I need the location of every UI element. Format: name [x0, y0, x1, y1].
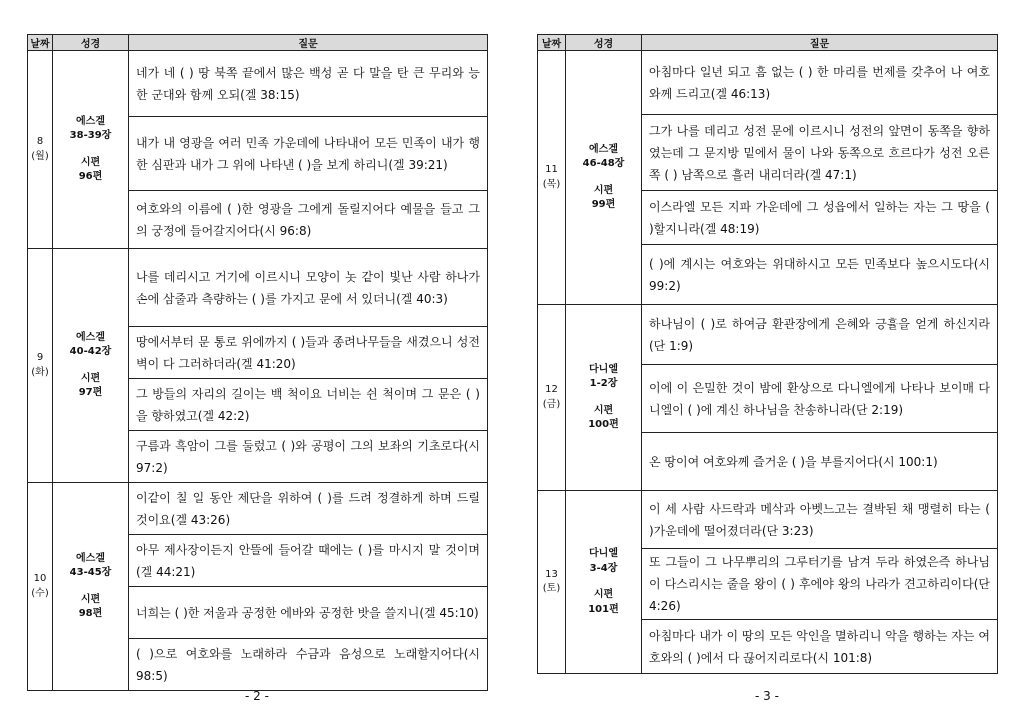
psalm-book: 시편: [80, 372, 101, 384]
header-bible: 성경: [53, 35, 129, 51]
weekday: (목): [542, 178, 561, 190]
psalm-chapter: 100편: [588, 419, 619, 430]
table-row: [28, 483, 488, 535]
bible-cell: [566, 51, 642, 305]
question-cell: ( )으로 여호와를 노래하라 수금과 음성으로 노래할지어다(시 98:5): [129, 639, 488, 691]
weekday: (금): [542, 398, 561, 410]
date-cell: [28, 483, 53, 691]
bible-cell: [53, 249, 129, 483]
book-name: 다니엘: [589, 363, 618, 375]
table-row: [538, 491, 998, 549]
date-cell: [538, 51, 566, 305]
question-cell: 내가 내 영광을 여러 민족 가운데에 나타내어 모든 민족이 내가 행한 심판과 내가 그 위에 나타낸 ( )을 보게 하리니(겔 39:21): [129, 117, 488, 191]
psalm-book: 시편: [80, 593, 101, 605]
psalm-book: 시편: [593, 184, 614, 196]
question-cell: 아침마다 일년 되고 흠 없는 ( ) 한 마리를 번제를 갖추어 나 여호와께 드리고(겔 46:13): [642, 51, 998, 115]
day-number: 9: [36, 352, 44, 363]
book-name: 에스겔: [76, 115, 105, 127]
table-header-row: [538, 35, 998, 51]
question-cell: 하나님이 ( )로 하여금 환관장에게 은혜와 긍휼을 얻게 하신지라(단 1:9): [642, 305, 998, 365]
bible-cell: [566, 491, 642, 674]
psalm-book: 시편: [80, 156, 101, 168]
question-cell: 땅에서부터 문 통로 위에까지 ( )들과 종려나무들을 새겼으니 성전 벽이 다 그러하더라(겔 41:20): [129, 327, 488, 379]
page-number-right: - 3 -: [755, 689, 779, 703]
psalm-chapter: 98편: [78, 608, 103, 619]
book-name: 에스겔: [76, 331, 105, 343]
header-question: 질문: [642, 35, 998, 51]
table-row: [538, 305, 998, 365]
psalm-book: 시편: [593, 404, 614, 416]
question-cell: 이에 이 은밀한 것이 밤에 환상으로 다니엘에게 나타나 보이매 다니엘이 ( )에 계신 하나님을 찬송하니라(단 2:19): [642, 365, 998, 433]
page-left: [27, 34, 488, 691]
question-cell: 여호와의 이름에 ( )한 영광을 그에게 돌릴지어다 예물을 들고 그의 궁정에 들어갈지어다(시 96:8): [129, 191, 488, 249]
bible-cell: [53, 51, 129, 249]
question-cell: 이같이 칠 일 동안 제단을 위하여 ( )를 드려 정결하게 하며 드릴 것이요(겔 43:26): [129, 483, 488, 535]
chapter-range: 3-4장: [589, 562, 618, 574]
question-cell: 이스라엘 모든 지파 가운데에 그 성읍에서 일하는 자는 그 땅을 ( )할지니라(겔 48:19): [642, 191, 998, 245]
book-name: 에스겔: [76, 552, 105, 564]
date-cell: [28, 51, 53, 249]
question-cell: 아무 제사장이든지 안뜰에 들어갈 때에는 ( )를 마시지 말 것이며(겔 44:21): [129, 535, 488, 587]
chapter-range: 43-45장: [69, 567, 112, 578]
psalm-book: 시편: [593, 589, 614, 600]
header-question: 질문: [129, 35, 488, 51]
psalm-chapter: 99편: [591, 199, 616, 210]
weekday: (수): [31, 587, 49, 599]
psalm-chapter: 101편: [588, 603, 619, 615]
date-cell: [538, 491, 566, 674]
page-number-left: - 2 -: [245, 689, 269, 703]
day-number: 11: [545, 164, 558, 175]
question-cell: 너희는 ( )한 저울과 공정한 에바와 공정한 밧을 쓸지니(겔 45:10): [129, 587, 488, 639]
question-cell: 또 그들이 그 나무뿌리의 그루터기를 남겨 두라 하였은즉 하나님이 다스리시는 줄을 왕이 ( ) 후에야 왕의 나라가 견고하리이다(단 4:26): [642, 549, 998, 620]
chapter-range: 46-48장: [582, 158, 625, 169]
table-row: [538, 51, 998, 115]
header-date: 날짜: [538, 35, 566, 51]
header-date: 날짜: [28, 35, 53, 51]
day-number: 13: [545, 568, 558, 580]
question-cell: 구름과 흑암이 그를 둘렀고 ( )와 공평이 그의 보좌의 기초로다(시 97:2): [129, 431, 488, 483]
question-cell: ( )에 계시는 여호와는 위대하시고 모든 민족보다 높으시도다(시 99:2): [642, 245, 998, 305]
question-cell: 그 방들의 자리의 길이는 백 척이요 너비는 쉰 척이며 그 문은 ( )을 향하였고(겔 42:2): [129, 379, 488, 431]
day-number: 8: [36, 136, 44, 147]
schedule-table-right: [537, 34, 998, 674]
psalm-chapter: 96편: [78, 171, 103, 182]
book-name: 다니엘: [589, 548, 618, 559]
bible-cell: [53, 483, 129, 691]
date-cell: [28, 249, 53, 483]
weekday: (화): [31, 366, 49, 378]
day-number: 12: [545, 384, 558, 395]
header-bible: 성경: [566, 35, 642, 51]
table-row: [28, 51, 488, 117]
question-cell: 그가 나를 데리고 성전 문에 이르시니 성전의 앞면이 동쪽을 향하였는데 그 문지방 밑에서 물이 나와 동쪽으로 흐르다가 성전 오른쪽 ( ) 남쪽으로 흘러 내리더라(겔 47:1): [642, 115, 998, 191]
question-cell: 네가 네 ( ) 땅 북쪽 끝에서 많은 백성 곧 다 말을 탄 큰 무리와 능한 군대와 함께 오되(겔 38:15): [129, 51, 488, 117]
page-right: [537, 34, 998, 674]
psalm-chapter: 97편: [78, 387, 103, 398]
schedule-table-left: [27, 34, 488, 691]
bible-cell: [566, 305, 642, 491]
date-cell: [538, 305, 566, 491]
day-number: 10: [33, 573, 47, 584]
weekday: (토): [542, 583, 561, 594]
weekday: (월): [31, 150, 49, 162]
book-name: 에스겔: [589, 143, 618, 155]
table-header-row: [28, 35, 488, 51]
question-cell: 이 세 사람 사드락과 메삭과 아벳느고는 결박된 채 맹렬히 타는 ( )가운데에 떨어졌더라(단 3:23): [642, 491, 998, 549]
question-cell: 온 땅이여 여호와께 즐거운 ( )을 부를지어다(시 100:1): [642, 433, 998, 491]
chapter-range: 40-42장: [69, 346, 112, 357]
question-cell: 나를 데리시고 거기에 이르시니 모양이 놋 같이 빛난 사람 하나가 손에 삼줄과 측량하는 ( )를 가지고 문에 서 있더니(겔 40:3): [129, 249, 488, 327]
chapter-range: 38-39장: [69, 130, 112, 141]
question-cell: 아침마다 내가 이 땅의 모든 악인을 멸하리니 악을 행하는 자는 여호와의 ( )에서 다 끊어지리로다(시 101:8): [642, 620, 998, 674]
table-row: [28, 249, 488, 327]
chapter-range: 1-2장: [589, 378, 618, 389]
